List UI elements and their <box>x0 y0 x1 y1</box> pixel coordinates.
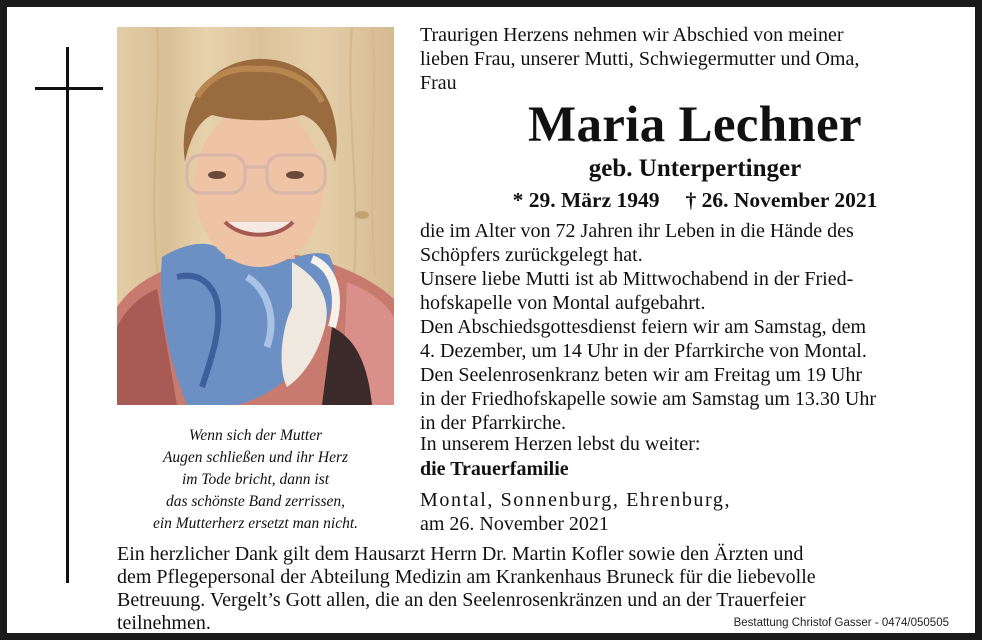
body-line: Den Seelenrosenkranz beten wir am Freitag um 19 Uhr <box>420 364 863 386</box>
body-line: in der Pfarrkirche. <box>420 412 567 434</box>
body-line: Den Abschiedsgottesdienst feiern wir am Samstag, dem <box>420 316 867 338</box>
cross-icon <box>66 47 69 583</box>
thanks-line: Betreuung. Vergelt’s Gott allen, die an den Seelenrosenkränzen und an der Trauerfeier <box>117 589 806 611</box>
closing-line: In unserem Herzen lebst du weiter: <box>420 433 701 455</box>
deceased-name: Maria Lechner <box>528 97 862 153</box>
body-line: in der Friedhofskapelle sowie am Samstag um 13.30 Uhr <box>420 388 877 410</box>
intro-line: Frau <box>420 72 457 94</box>
poem-line: Wenn sich der Mutter <box>188 427 323 444</box>
places-line: Montal, Sonnenburg, Ehrenburg, <box>420 489 732 511</box>
notice-date: am 26. November 2021 <box>420 513 609 535</box>
body-line: Schöpfers zurückgelegt hat. <box>420 244 643 266</box>
poem-line: im Tode bricht, dann ist <box>181 471 330 488</box>
body-text <box>420 219 980 435</box>
memorial-poem <box>117 425 394 535</box>
body-line: 4. Dezember, um 14 Uhr in der Pfarrkirche von Montal. <box>420 340 867 362</box>
thanks-line: dem Pflegepersonal der Abteilung Medizin am Krankenhaus Bruneck für die liebevolle <box>117 566 816 588</box>
thanks-line: teilnehmen. <box>117 612 211 634</box>
body-line: Unsere liebe Mutti ist ab Mittwochabend in der Fried- <box>420 268 854 290</box>
undertaker-credit: Bestattung Christof Gasser - 0474/050505 <box>733 617 949 629</box>
portrait-photo <box>117 27 394 405</box>
birth-date: * 29. März 1949 <box>512 188 660 212</box>
poem-line: Augen schließen und ihr Herz <box>162 449 349 466</box>
life-dates <box>420 186 970 214</box>
intro-line: Traurigen Herzens nehmen wir Abschied von meiner <box>420 24 844 46</box>
poem-line: das schönste Band zerrissen, <box>165 493 346 510</box>
body-line: hofskapelle von Montal aufgebahrt. <box>420 292 706 314</box>
family-signature: die Trauerfamilie <box>420 458 569 480</box>
death-date: † 26. November 2021 <box>685 188 878 212</box>
maiden-name: geb. Unterpertinger <box>588 155 802 182</box>
intro-line: lieben Frau, unserer Mutti, Schwiegermutter und Oma, <box>420 48 860 70</box>
poem-line: ein Mutterherz ersetzt man nicht. <box>152 515 359 532</box>
intro-text <box>420 23 970 95</box>
cross-icon-bar <box>35 87 103 90</box>
body-line: die im Alter von 72 Jahren ihr Leben in die Hände des <box>420 220 854 242</box>
thanks-line: Ein herzlicher Dank gilt dem Hausarzt Herrn Dr. Martin Kofler sowie den Ärzten und <box>117 543 804 565</box>
